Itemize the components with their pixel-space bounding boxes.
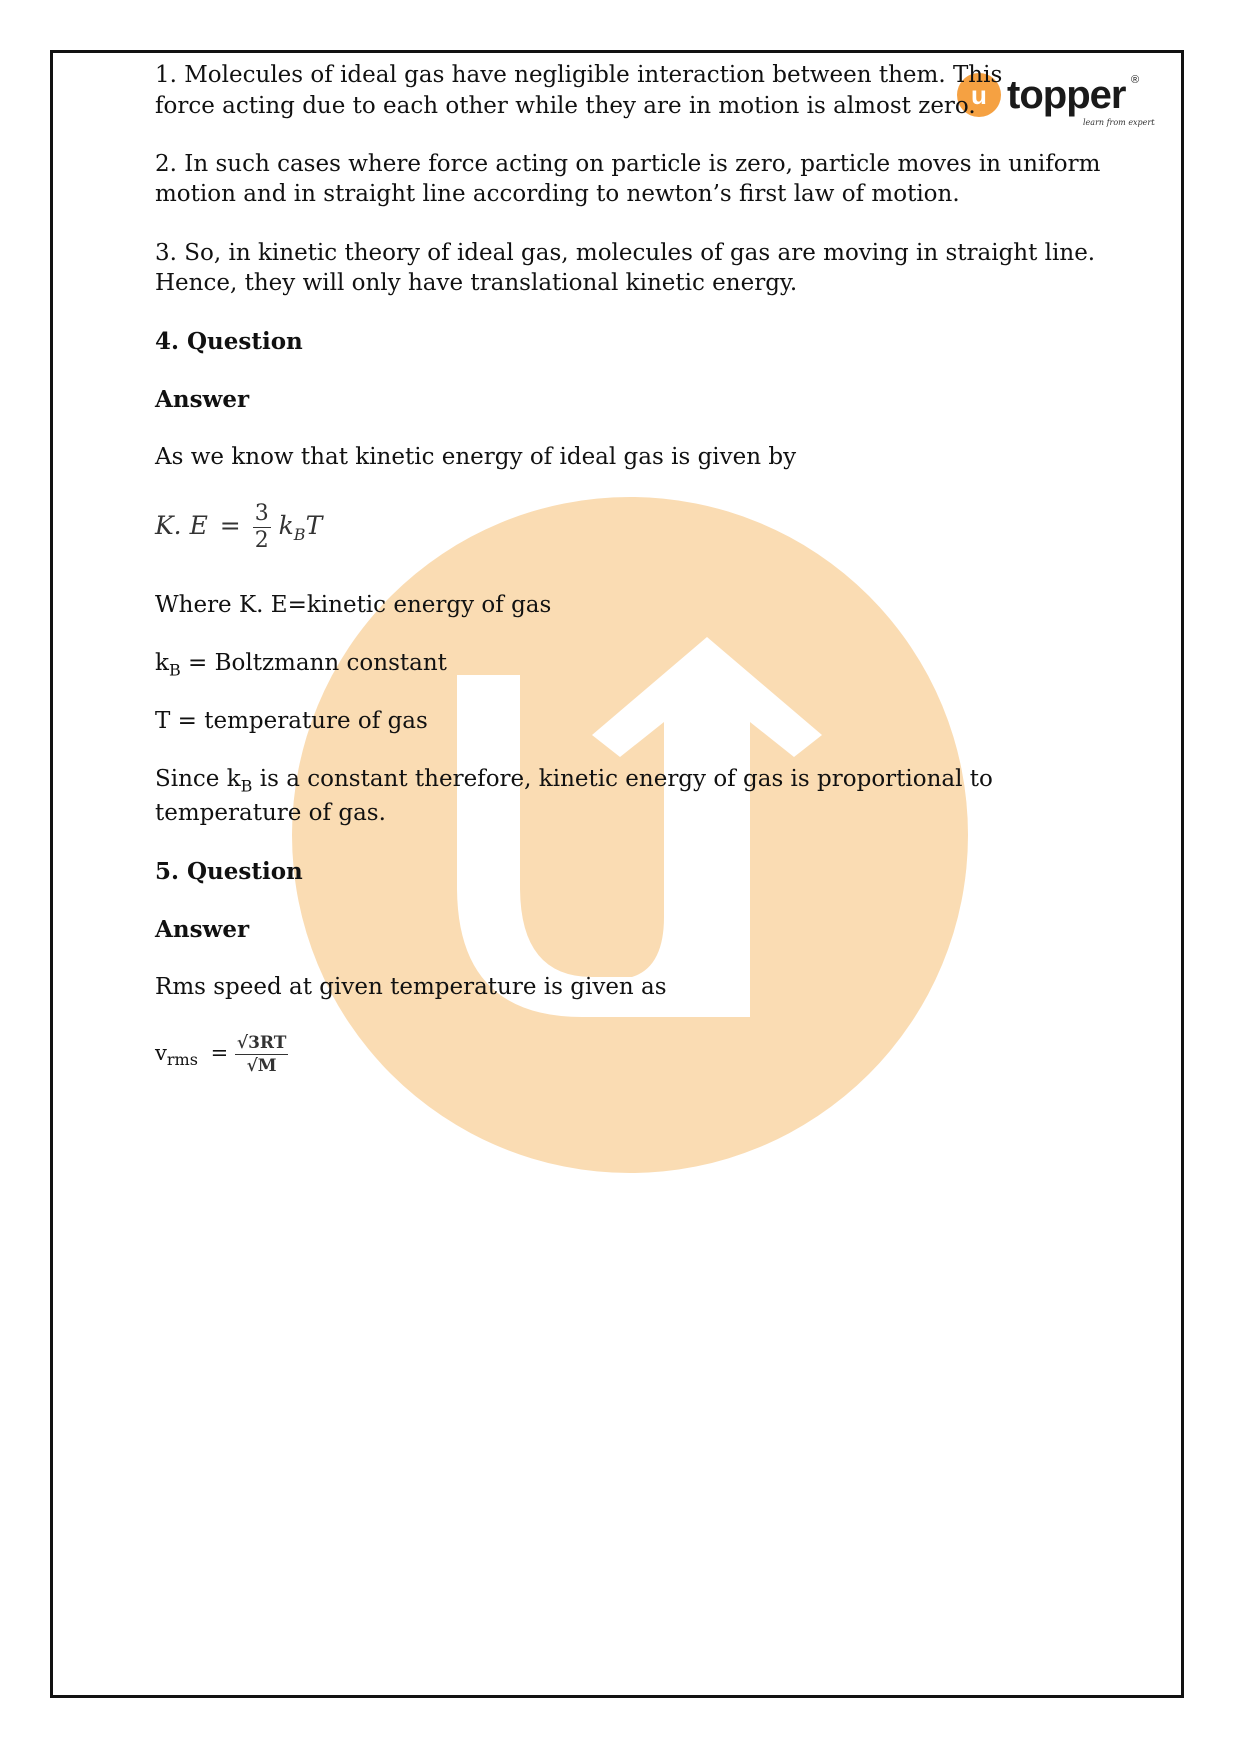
q4-since-line-1	[155, 764, 993, 802]
formula-lhs: K. E	[155, 511, 208, 540]
q4-t-definition: T = temperature of gas	[155, 708, 428, 734]
vrms-fraction	[235, 1032, 288, 1077]
formula-denominator: 2	[254, 528, 269, 553]
vrms-sub: rms	[166, 1050, 198, 1070]
para-2-line-1: 2. In such cases where force acting on particle is zero, particle moves in uniform	[155, 151, 1101, 177]
formula-numerator: 3	[254, 501, 269, 526]
q5-answer-label: Answer	[155, 916, 250, 943]
vrms-numerator: √3RT	[236, 1033, 287, 1053]
para-1-line-1: 1. Molecules of ideal gas have negligible interaction between them. This	[155, 62, 1003, 88]
registered-mark: ®	[1131, 74, 1140, 86]
since-post: is a constant therefore, kinetic energy of gas is proportional to	[252, 766, 993, 792]
vrms-equals: =	[210, 1041, 229, 1065]
q5-intro: Rms speed at given temperature is given as	[155, 974, 667, 1000]
q4-answer-label: Answer	[155, 386, 250, 413]
logo-name: topper	[1007, 73, 1126, 117]
kb-sub: B	[168, 660, 181, 680]
vrms-denominator: √M	[246, 1056, 277, 1076]
formula-equals: =	[219, 511, 241, 540]
q4-since-line-2: temperature of gas.	[155, 800, 386, 826]
para-3-line-2: Hence, they will only have translational kinetic energy.	[155, 270, 798, 296]
formula-t: T	[305, 511, 323, 540]
ke-formula	[155, 501, 322, 554]
kb-def: = Boltzmann constant	[180, 650, 447, 676]
formula-k-sub: B	[293, 525, 306, 544]
formula-fraction	[253, 501, 271, 554]
para-3-line-1: 3. So, in kinetic theory of ideal gas, molecules of gas are moving in straight line.	[155, 240, 1096, 266]
para-2-line-2: motion and in straight line according to newton’s first law of motion.	[155, 181, 960, 207]
since-pre: Since k	[155, 766, 241, 792]
q5-heading: 5. Question	[155, 858, 303, 885]
logo-mark: u	[971, 80, 987, 110]
q4-intro: As we know that kinetic energy of ideal gas is given by	[155, 444, 797, 470]
since-sub: B	[240, 776, 253, 796]
vrms-v: v	[155, 1041, 167, 1065]
para-1-line-2: force acting due to each other while they are in motion is almost zero.	[155, 93, 976, 119]
kb-k: k	[155, 650, 169, 676]
vrms-formula	[155, 1032, 288, 1077]
q4-kb-definition	[155, 648, 447, 686]
q4-heading: 4. Question	[155, 328, 303, 355]
formula-k: k	[278, 511, 294, 540]
logo-tagline: learn from experts	[1083, 118, 1155, 127]
q4-where-ke: Where K. E=kinetic energy of gas	[155, 592, 552, 618]
